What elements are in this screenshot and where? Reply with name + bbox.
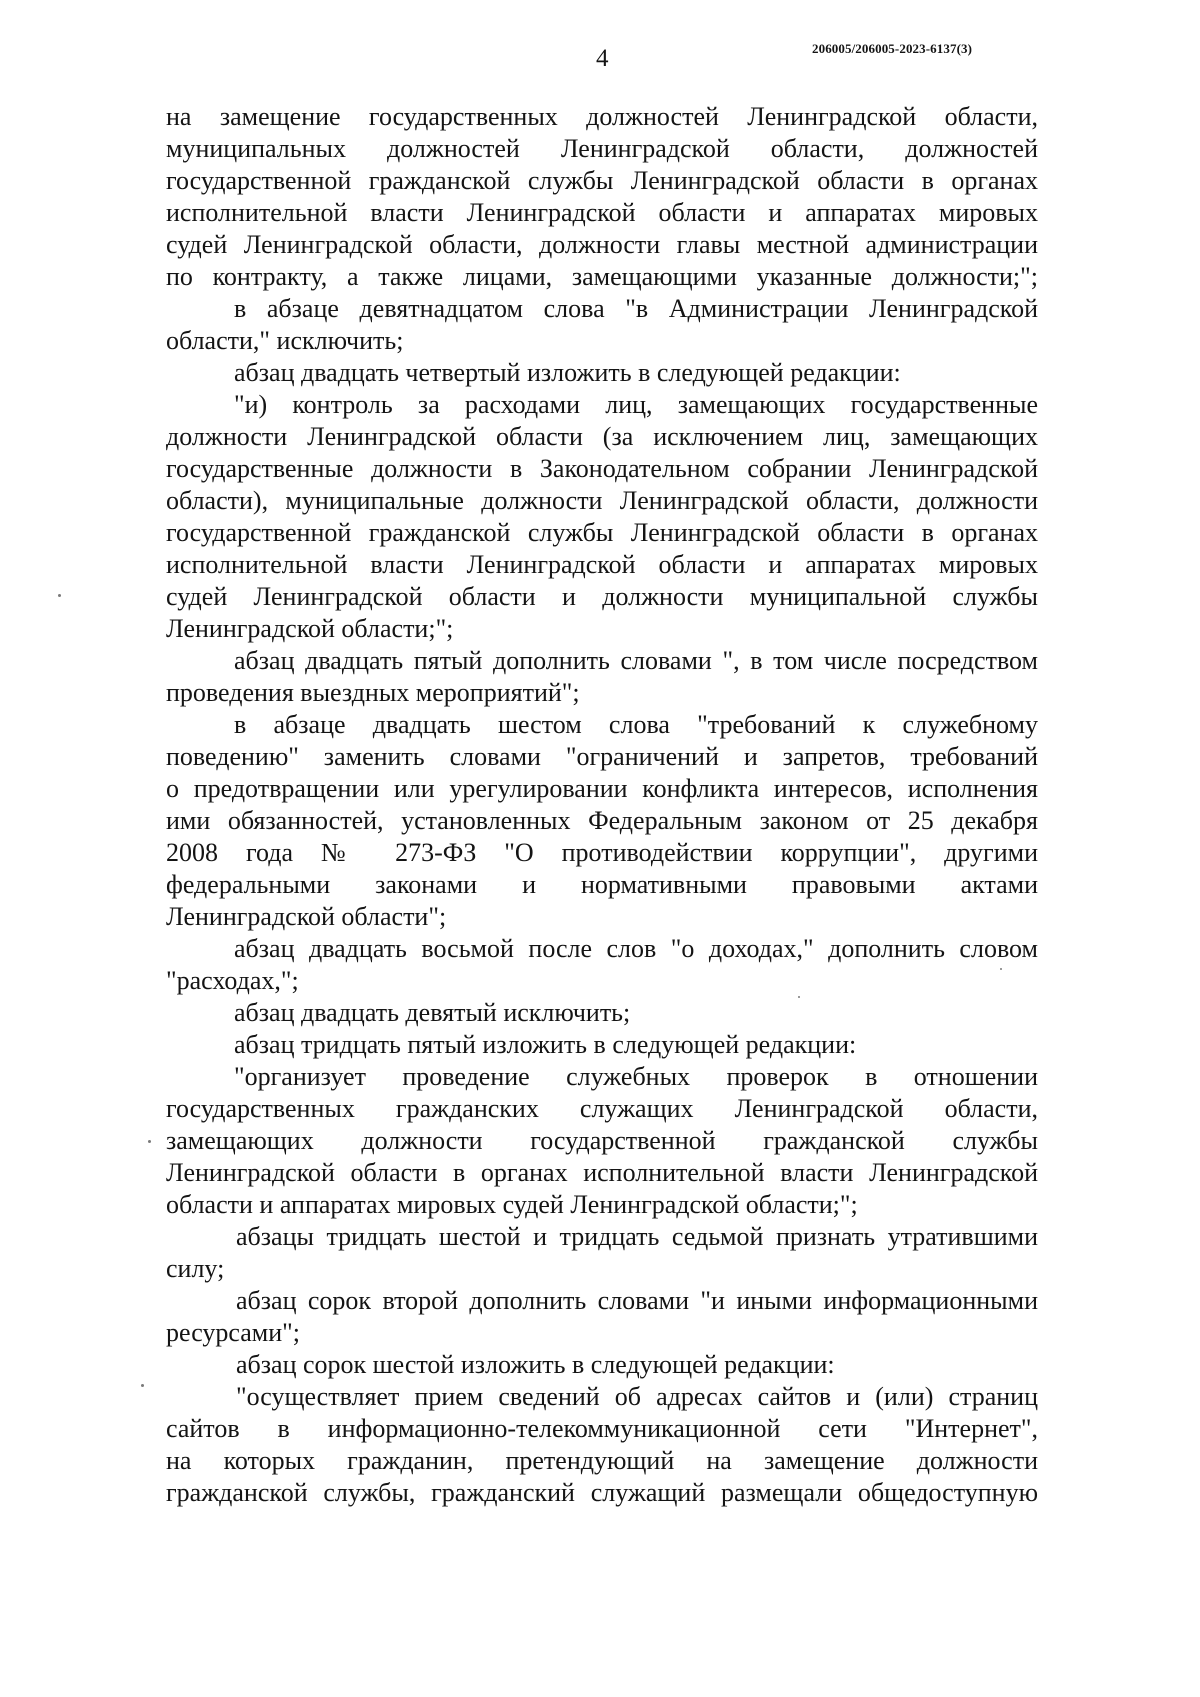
text-line: поведению" заменить словами "ограничений и запретов, требований bbox=[166, 742, 1038, 771]
text-line: судей Ленинградской области и должности муниципальной службы bbox=[166, 582, 1038, 611]
text-line: 2008 года № 273-ФЗ "О противодействии коррупции", другими bbox=[166, 838, 1038, 867]
text-line: абзац сорок второй дополнить словами "и иными информационными bbox=[236, 1286, 1038, 1315]
text-line: абзац двадцать девятый исключить; bbox=[234, 998, 631, 1027]
scan-speck bbox=[1000, 968, 1002, 970]
text-line: "и) контроль за расходами лиц, замещающих государственные bbox=[234, 390, 1038, 419]
text-line: ими обязанностей, установленных Федеральным законом от 25 декабря bbox=[166, 806, 1038, 835]
text-line: абзац тридцать пятый изложить в следующей редакции: bbox=[234, 1030, 857, 1059]
text-line: проведения выездных мероприятий"; bbox=[166, 678, 580, 707]
text-line: муниципальных должностей Ленинградской области, должностей bbox=[166, 134, 1038, 163]
text-line: абзацы тридцать шестой и тридцать седьмой признать утратившими bbox=[236, 1222, 1038, 1251]
page-number: 4 bbox=[596, 45, 609, 72]
text-line: государственные должности в Законодательном собрании Ленинградской bbox=[166, 454, 1038, 483]
text-line: в абзаце девятнадцатом слова "в Администрации Ленинградской bbox=[234, 294, 1038, 323]
scan-speck bbox=[58, 594, 61, 597]
text-line: федеральными законами и нормативными правовыми актами bbox=[166, 870, 1038, 899]
scan-speck bbox=[141, 1384, 144, 1387]
document-id: 206005/206005-2023-6137(3) bbox=[812, 41, 973, 56]
text-line: государственных гражданских служащих Ленинградской области, bbox=[166, 1094, 1038, 1123]
scan-speck bbox=[798, 996, 800, 998]
text-line: исполнительной власти Ленинградской области и аппаратах мировых bbox=[166, 198, 1038, 227]
text-line: абзац сорок шестой изложить в следующей редакции: bbox=[236, 1350, 835, 1379]
text-line: Ленинградской области в органах исполнительной власти Ленинградской bbox=[166, 1158, 1038, 1187]
text-line: на замещение государственных должностей Ленинградской области, bbox=[166, 102, 1038, 131]
scan-speck bbox=[148, 1140, 151, 1143]
document-body bbox=[166, 101, 1038, 1509]
text-line: "осуществляет прием сведений об адресах сайтов и (или) страниц bbox=[236, 1382, 1038, 1411]
text-line: гражданской службы, гражданский служащий размещали общедоступную bbox=[166, 1478, 1038, 1507]
text-line: области и аппаратах мировых судей Ленинградской области;"; bbox=[166, 1190, 858, 1219]
text-line: государственной гражданской службы Ленинградской области в органах bbox=[166, 166, 1038, 195]
text-line: судей Ленинградской области, должности главы местной администрации bbox=[166, 230, 1038, 259]
text-line: на которых гражданин, претендующий на замещение должности bbox=[166, 1446, 1038, 1475]
text-line: области), муниципальные должности Ленинградской области, должности bbox=[166, 486, 1038, 515]
text-line: абзац двадцать пятый дополнить словами ", в том числе посредством bbox=[234, 646, 1038, 675]
text-line: силу; bbox=[166, 1254, 225, 1283]
text-line: исполнительной власти Ленинградской области и аппаратах мировых bbox=[166, 550, 1038, 579]
text-line: области," исключить; bbox=[166, 326, 404, 355]
text-line: должности Ленинградской области (за исключением лиц, замещающих bbox=[166, 422, 1038, 451]
text-line: замещающих должности государственной гражданской службы bbox=[166, 1126, 1038, 1155]
text-line: "расходах,"; bbox=[166, 966, 299, 995]
text-line: ресурсами"; bbox=[166, 1318, 300, 1347]
text-line: в абзаце двадцать шестом слова "требований к служебному bbox=[234, 710, 1038, 739]
text-line: абзац двадцать восьмой после слов "о доходах," дополнить словом bbox=[234, 934, 1038, 963]
text-line: абзац двадцать четвертый изложить в следующей редакции: bbox=[234, 358, 901, 387]
text-line: государственной гражданской службы Ленинградской области в органах bbox=[166, 518, 1038, 547]
text-line: по контракту, а также лицами, замещающими указанные должности;"; bbox=[166, 262, 1038, 291]
text-line: Ленинградской области"; bbox=[166, 902, 447, 931]
text-line: Ленинградской области;"; bbox=[166, 614, 454, 643]
text-line: сайтов в информационно-телекоммуникационной сети "Интернет", bbox=[166, 1414, 1038, 1443]
text-line: о предотвращении или урегулировании конфликта интересов, исполнения bbox=[166, 774, 1038, 803]
text-line: "организует проведение служебных проверок в отношении bbox=[234, 1062, 1038, 1091]
